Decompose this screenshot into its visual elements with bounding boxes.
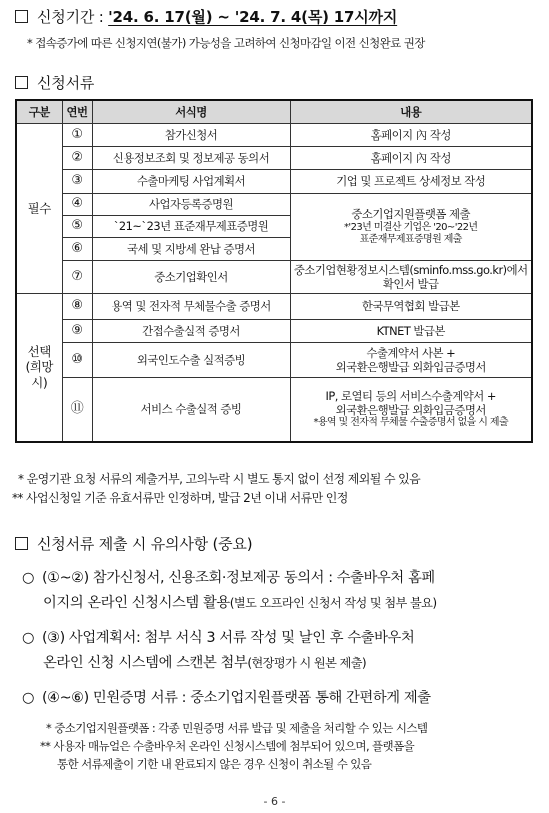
caution-item-text: (③) 사업계획서: 첨부 서식 3 서류 작성 및 날인 후 수출바우처: [42, 630, 415, 646]
caution-note-3: 통한 서류제출이 기한 내 완료되지 않은 경우 신청이 취소될 수 있음: [57, 757, 372, 771]
table-row: [16, 294, 532, 320]
caution-item-3-line1: [22, 687, 431, 707]
table-row: [16, 147, 532, 170]
row-number: ⑧: [62, 294, 92, 320]
row-number: ③: [62, 170, 92, 194]
period-dates: '24. 6. 17(월) ~ '24. 7. 4(목) 17시까지: [108, 8, 398, 26]
bullet-circle-icon: ○: [22, 690, 35, 706]
table-row: [16, 343, 532, 378]
caution-heading: [15, 533, 252, 554]
row-form-name: 신용정보조회 및 정보제공 동의서: [92, 147, 290, 170]
header-number: 연번: [62, 100, 92, 124]
header-form-name: 서식명: [92, 100, 290, 124]
row-form-name: 중소기업확인서: [92, 261, 290, 294]
caution-item-text: 이지의 온라인 신청시스템 활용: [43, 595, 230, 611]
row-content: 기업 및 프로젝트 상세정보 작성: [290, 170, 532, 194]
table-row: [16, 261, 532, 294]
row-content-line1: IP, 로열티 등의 서비스수출계약서 +: [325, 388, 496, 403]
row-content: 홈페이지 內 작성: [290, 124, 532, 147]
caution-item-aside: (별도 오프라인 신청서 작성 및 첨부 불요): [229, 596, 437, 610]
row-content-line2: 확인서 발급: [382, 277, 439, 291]
header-category: 구분: [16, 100, 62, 124]
bullet-circle-icon: ○: [22, 630, 35, 646]
row-number: ①: [62, 124, 92, 147]
row-number: ⑥: [62, 238, 92, 261]
caution-item-2-line1: [22, 627, 414, 647]
row-form-name: 용역 및 전자적 무체물수출 증명서: [92, 294, 290, 320]
row-content-line2: 외국환은행발급 외화입금증명서: [335, 403, 486, 417]
period-heading: [15, 6, 397, 27]
table-header-row: [16, 100, 532, 124]
checkbox-square-icon: [15, 537, 28, 550]
row-number: ⑩: [62, 343, 92, 378]
row-form-name: 서비스 수출실적 증빙: [92, 378, 290, 442]
row-content-line1: 중소기업현황정보시스템(sminfo.mss.go.kr)에서: [293, 262, 528, 277]
checkbox-square-icon: [15, 76, 28, 89]
row-content-line1: 수출계약서 사본 +: [366, 345, 456, 360]
table-row: [16, 378, 532, 442]
row-form-name: `21~`23년 표준재무제표증명원: [92, 216, 290, 238]
period-note: * 접속증가에 따른 신청지연(불가) 가능성을 고려하여 신청마감일 이전 신청완료 권장: [27, 36, 425, 50]
merged-content-line3: 표준재무제표증명원 제출: [359, 234, 462, 246]
table-row: [16, 170, 532, 194]
merged-content-line2: *'23년 미결산 기업은 '20~'22년: [344, 221, 478, 233]
row-form-name: 외국인도수출 실적증빙: [92, 343, 290, 378]
row-number: ⑤: [62, 216, 92, 238]
row-content-line3: *용역 및 전자적 무체물 수출증명서 없을 시 제출: [313, 417, 509, 429]
caution-item-aside: (현장평가 시 원본 제출): [247, 656, 367, 670]
checkbox-square-icon: [15, 10, 28, 23]
row-content-line2: 외국환은행발급 외화입금증명서: [335, 360, 486, 374]
header-content: 내용: [290, 100, 532, 124]
row-number: ④: [62, 194, 92, 216]
caution-item-text: (④~⑥) 민원증명 서류 : 중소기업지원플랫폼 통해 간편하게 제출: [42, 690, 431, 706]
caution-item-1-line2: [43, 592, 437, 612]
group-optional: [16, 294, 62, 442]
caution-item-text: (①~②) 참가신청서, 신용조회·정보제공 동의서 : 수출바우처 홈페: [42, 570, 435, 586]
merged-content-line1: 중소기업지원플랫폼 제출: [351, 207, 471, 222]
row-content: 한국무역협회 발급본: [290, 294, 532, 320]
row-form-name: 국세 및 지방세 완납 증명서: [92, 238, 290, 261]
row-content: [290, 261, 532, 294]
table-row: [16, 194, 532, 216]
row-number: ⑦: [62, 261, 92, 294]
row-number: ⑪: [62, 378, 92, 442]
bullet-circle-icon: ○: [22, 570, 35, 586]
caution-item-1-line1: [22, 567, 435, 587]
group-optional-note: (희망시): [25, 359, 54, 391]
docs-title: 신청서류: [37, 74, 95, 92]
row-content: 홈페이지 內 작성: [290, 147, 532, 170]
row-content: [290, 378, 532, 442]
row-form-name: 수출마케팅 사업계획서: [92, 170, 290, 194]
docs-heading: [15, 72, 94, 93]
row-form-name: 참가신청서: [92, 124, 290, 147]
caution-note-1: * 중소기업지원플랫폼 : 각종 민원증명 서류 발급 및 제출을 처리할 수 있는 시스템: [46, 721, 428, 735]
caution-note-2: ** 사용자 매뉴얼은 수출바우처 온라인 신청시스템에 첨부되어 있으며, 플랫폼을: [40, 739, 415, 753]
table-row: [16, 320, 532, 343]
row-number: ⑨: [62, 320, 92, 343]
row-content: KTNET 발급본: [290, 320, 532, 343]
period-label: 신청기간 :: [37, 8, 109, 26]
table-row: [16, 124, 532, 147]
docs-note-1: * 운영기관 요청 서류의 제출거부, 고의누락 시 별도 통지 없이 선정 제외될 수 있음: [18, 472, 421, 486]
group-required: 필수: [16, 124, 62, 294]
caution-item-text: 온라인 신청 시스템에 스캔본 첨부: [43, 655, 248, 671]
row-content: [290, 343, 532, 378]
row-form-name: 간접수출실적 증명서: [92, 320, 290, 343]
merged-content-cell: [290, 194, 532, 261]
group-optional-name: 선택: [27, 343, 51, 359]
row-form-name: 사업자등록증명원: [92, 194, 290, 216]
caution-title: 신청서류 제출 시 유의사항 (중요): [37, 535, 253, 553]
caution-item-2-line2: [43, 652, 366, 672]
documents-table: [15, 99, 533, 443]
row-number: ②: [62, 147, 92, 170]
docs-note-2: ** 사업신청일 기준 유효서류만 인정하며, 발급 2년 이내 서류만 인정: [12, 491, 348, 505]
page-number: - 6 -: [263, 795, 286, 808]
